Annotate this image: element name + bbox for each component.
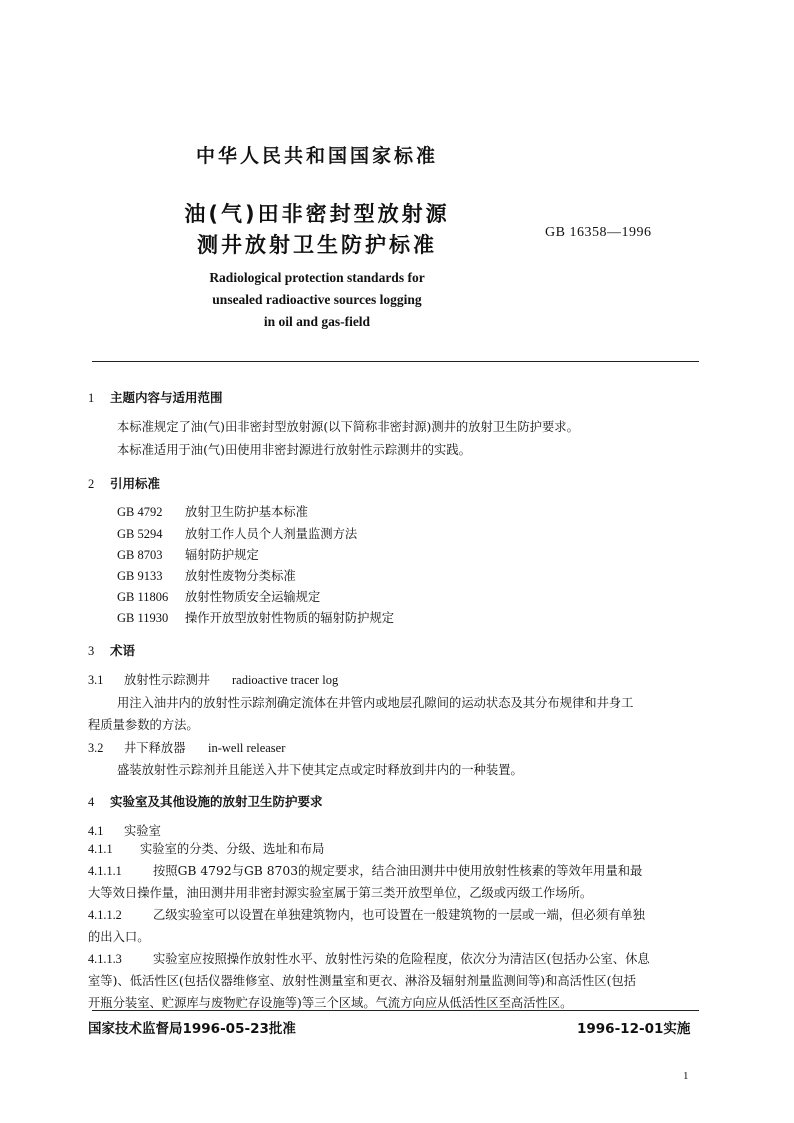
section-1-heading [88, 388, 223, 406]
reference-item [117, 502, 308, 520]
term-3-1-number: 3.1 [88, 673, 104, 687]
page-number: 1 [683, 1070, 689, 1082]
title-en-line3: in oil and gas-field [263, 314, 371, 329]
section-3-title: 术语 [110, 643, 136, 658]
clause-4-1-1-2-line1 [88, 905, 645, 923]
clause-4-1 [88, 821, 161, 839]
title-cn-line2: 测井放射卫生防护标准 [197, 233, 437, 257]
clause-4-1-1-title: 实验室的分类、分级、选址和布局 [140, 842, 325, 856]
clause-4-1-1-2-text: 乙级实验室可以设置在单独建筑物内，也可设置在一般建筑物的一层或一端，但必须有单独 [153, 908, 645, 922]
header-divider [92, 361, 699, 362]
approval-statement: 国家技术监督局1996-05-23批准 [88, 1021, 296, 1037]
reference-code: GB 8703 [117, 548, 163, 562]
section-4-number: 4 [88, 795, 95, 809]
section-1-paragraph-1: 本标准规定了油(气)田非密封型放射源(以下简称非密封源)测井的放射卫生防护要求。 [117, 420, 579, 434]
clause-4-1-1-2-number: 4.1.1.2 [88, 908, 122, 922]
clause-4-1-1-1-line2: 大等效日操作量，油田测井用非密封源实验室属于第三类开放型单位，乙级或丙级工作场所。 [88, 886, 593, 900]
reference-code: GB 5294 [117, 527, 163, 541]
clause-4-1-1-3-number: 4.1.1.3 [88, 952, 122, 966]
national-standard-heading: 中华人民共和国国家标准 [195, 145, 438, 167]
reference-title: 放射卫生防护基本标准 [185, 505, 308, 519]
section-3-number: 3 [88, 644, 95, 658]
reference-item [117, 608, 394, 626]
section-2-heading [88, 474, 160, 492]
clause-4-1-number: 4.1 [88, 824, 104, 838]
clause-4-1-1-1-text: 按照GB 4792与GB 8703的规定要求，结合油田测井中使用放射性核素的等效年用量和最 [153, 864, 643, 878]
clause-4-1-1-3-line1 [88, 949, 650, 967]
section-2-number: 2 [88, 477, 95, 491]
reference-title: 放射工作人员个人剂量监测方法 [185, 527, 358, 541]
section-3-heading [88, 641, 135, 659]
term-3-1-english: radioactive tracer log [232, 673, 339, 687]
reference-title: 辐射防护规定 [185, 548, 259, 562]
term-3-1 [88, 670, 338, 688]
clause-4-1-1-number: 4.1.1 [88, 842, 113, 856]
title-en-line1: Radiological protection standards for [209, 270, 425, 285]
term-3-1-definition-line2: 程质量参数的方法。 [88, 718, 199, 732]
clause-4-1-1-3-text: 实验室应按照操作放射性水平、放射性污染的危险程度，依次分为清洁区(包括办公室、休息 [153, 952, 650, 966]
clause-4-1-1-1-line1 [88, 861, 642, 879]
reference-item [117, 545, 259, 563]
term-3-2-english: in-well releaser [208, 741, 286, 755]
reference-code: GB 11930 [117, 611, 169, 625]
clause-4-1-1-1-number: 4.1.1.1 [88, 864, 122, 878]
reference-code: GB 11806 [117, 590, 169, 604]
term-3-1-definition-line1: 用注入油井内的放射性示踪剂确定流体在井管内或地层孔隙间的运动状态及其分布规律和井身工 [117, 696, 634, 710]
reference-item [117, 566, 296, 584]
footer-divider [92, 1010, 699, 1011]
reference-title: 操作开放型放射性物质的辐射防护规定 [185, 611, 395, 625]
reference-title: 放射性物质安全运输规定 [185, 590, 321, 604]
section-2-title: 引用标准 [110, 476, 161, 491]
term-3-2-name: 井下释放器 [124, 741, 186, 755]
section-1-number: 1 [88, 391, 95, 405]
term-3-1-name: 放射性示踪测井 [124, 673, 211, 687]
section-1-title: 主题内容与适用范围 [110, 390, 223, 405]
section-4-title: 实验室及其他设施的放射卫生防护要求 [110, 794, 323, 809]
clause-4-1-1-2-line2: 的出入口。 [88, 930, 150, 944]
title-cn-line1: 油(气)田非密封型放射源 [184, 202, 450, 226]
reference-item [117, 524, 357, 542]
term-3-2-definition: 盛装放射性示踪剂并且能送入井下使其定点或定时释放到井内的一种装置。 [117, 763, 523, 777]
clause-4-1-1-3-line3: 开瓶分装室、贮源库与废物贮存设施等)等三个区域。气流方向应从低活性区至高活性区。 [88, 996, 573, 1010]
reference-item [117, 587, 320, 605]
title-en-line2: unsealed radioactive sources logging [212, 292, 422, 307]
reference-title: 放射性废物分类标准 [185, 569, 296, 583]
section-4-heading [88, 792, 323, 810]
reference-code: GB 4792 [117, 505, 163, 519]
section-1-paragraph-2: 本标准适用于油(气)田使用非密封源进行放射性示踪测井的实践。 [117, 443, 471, 457]
term-3-2 [88, 738, 285, 756]
reference-code: GB 9133 [117, 569, 163, 583]
clause-4-1-1 [88, 839, 324, 857]
standard-code: GB 16358—1996 [545, 225, 652, 240]
implementation-date: 1996-12-01实施 [577, 1021, 691, 1037]
term-3-2-number: 3.2 [88, 741, 104, 755]
clause-4-1-title: 实验室 [124, 824, 161, 838]
clause-4-1-1-3-line2: 室等)、低活性区(包括仪器维修室、放射性测量室和更衣、淋浴及辐射剂量监测间等)和高活性区(包括 [88, 974, 636, 988]
